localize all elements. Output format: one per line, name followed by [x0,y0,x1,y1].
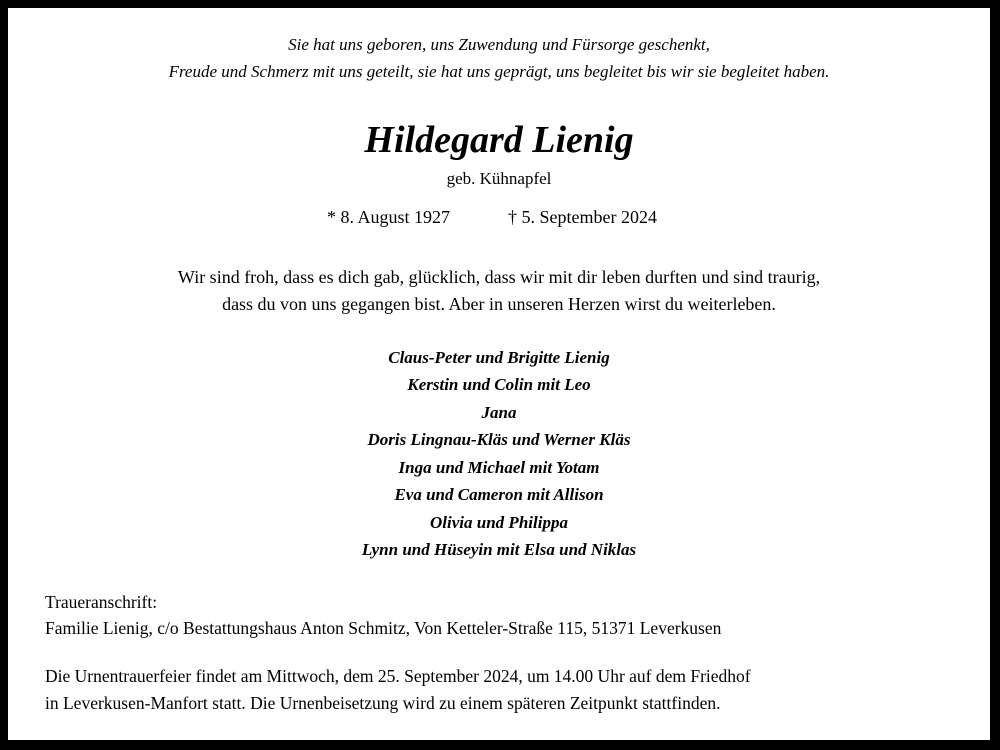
mourner-name: Eva und Cameron mit Allison [394,485,604,504]
death-date: † 5. September 2024 [508,207,657,227]
mourner-name: Doris Lingnau-Kläs und Werner Kläs [367,430,631,449]
deceased-name: Hildegard Lienig [364,119,634,161]
maiden-name: geb. Kühnapfel [446,169,552,188]
intro-line-1: Sie hat uns geboren, uns Zuwendung und Fürsorge geschenkt, [288,35,710,54]
ceremony-line-1: Die Urnentrauerfeier findet am Mittwoch, dem 25. September 2024, um 14.00 Uhr auf dem Friedhof [45,666,751,686]
ceremony-line-2: in Leverkusen-Manfort statt. Die Urnenbeisetzung wird zu einem späteren Zeitpunkt stattfinden. [45,693,721,713]
mourner-name: Jana [481,403,517,422]
verse-line-2: dass du von uns gegangen bist. Aber in unseren Herzen wirst du weiterleben. [222,294,776,314]
verse-line-1: Wir sind froh, dass es dich gab, glücklich, dass wir mit dir leben durften und sind traurig, [177,267,821,287]
intro-line-2: Freude und Schmerz mit uns geteilt, sie hat uns geprägt, uns begleitet bis wir sie begleitet haben. [168,62,830,81]
obituary-notice [8,8,990,740]
mourner-name: Inga und Michael mit Yotam [398,458,600,477]
mourner-name: Lynn und Hüseyin mit Elsa und Niklas [361,540,637,559]
mourner-name: Kerstin und Colin mit Leo [407,375,591,394]
mourner-name: Claus-Peter und Brigitte Lienig [388,348,610,367]
address-text: Familie Lienig, c/o Bestattungshaus Anton Schmitz, Von Ketteler-Straße 115, 51371 Leverkusen [45,618,722,638]
birth-date: * 8. August 1927 [327,207,451,227]
address-label: Traueranschrift: [45,592,158,612]
mourner-name: Olivia und Philippa [430,513,568,532]
